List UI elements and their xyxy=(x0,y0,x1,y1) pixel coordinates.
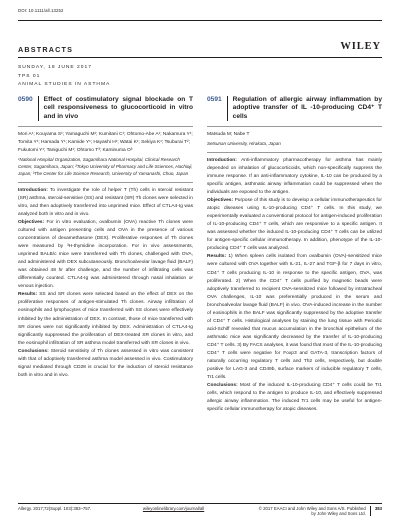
introduction-text: To investigate the role of helper T (Th) cells in steroid resistant (SR) asthma, steroid-sensitive (SS) and resistant (SR) Th clones were selected in vitro, and then adoptively transferred into unprimed mice. Effect of CTLA4-Ig was analyzed both in vitro and in vivo. xyxy=(18,187,193,217)
introduction xyxy=(207,157,382,197)
abstract-number: 0590 xyxy=(18,96,33,103)
conclusions-label: Conclusions: xyxy=(207,383,238,389)
abstract-number: 0591 xyxy=(207,96,222,103)
objectives-label: Objectives: xyxy=(207,198,234,204)
section-rule xyxy=(18,57,382,58)
conclusions-label: Conclusions: xyxy=(18,348,49,354)
results-label: Results: xyxy=(18,292,38,298)
doi: DOI: 10.1111/all.13252 xyxy=(18,8,64,13)
copyright: © 2017 EAACI and John Wiley and Sons A/S. Published by John Wiley and Sons Ltd. xyxy=(258,506,366,516)
results xyxy=(18,291,193,347)
footer xyxy=(18,506,382,516)
footer-rule xyxy=(18,503,382,504)
results xyxy=(207,253,382,382)
publisher-logo: WILEY xyxy=(340,41,381,52)
divider xyxy=(207,126,382,127)
abstract-heading xyxy=(18,96,193,124)
header-rule xyxy=(18,20,382,21)
objectives xyxy=(18,219,193,291)
introduction-label: Introduction: xyxy=(207,157,237,163)
abstract-title: Regulation of allergic airway inflammation by adoptive transfer of IL -10-producing CD4⁺ T cells xyxy=(227,96,382,121)
abstract-0590 xyxy=(18,96,193,380)
citation: Allergy. 2017;72(Suppl. 103):383–757. xyxy=(18,506,92,511)
conclusions-text: Most of the induced IL-10-producing CD4⁺ T cells could be Tr1 cells, which respond to the antigen to produce IL-10, and effectively suppressed allergic airway inflammation. The induced Tr1 cells may be useful for antigen-specific cellular immunotherapy for atopic diseases. xyxy=(207,383,382,413)
results-label: Results: xyxy=(207,254,227,260)
abstract-title: Effect of costimulatory signal blockade on T cell responsiveness to glucocorticoid in vitro and in vivo xyxy=(38,96,193,121)
conclusions-text: Steroid sensitivity of Th clones assessed in vitro was consistent with that of adoptively transferred asthma model assessed in vivo. Costimulatory signal mediated through CD28 is crucial for the induction of steroid resistance both in vitro and in vivo. xyxy=(18,348,193,378)
session-title: ANIMAL STUDIES IN ASTHMA xyxy=(18,82,111,87)
divider xyxy=(18,182,193,183)
results-text: 1) When spleen cells isolated from ovalbumin (OVA)-sensitized mice were cultured with OVA together with IL-21, IL-27 and TGF-β for 7 days in vitro, CD4⁺ T cells producing IL-10 in response to the specific antigen, OVA, was proliferated. 2) When the CD4⁺ T cells purified by magnetic beads were adoptively transferred to recipient OVA-sensitized mice followed by intratracheal OVA challenges, IL-10 was preferentially produced in the serum and bronchoalveolar lavage fluid (BALF) in vivo. OVA-induced increase in the number of eosinophils in the BALF was significantly suppressed by the adoptive transfer of CD4⁺ T cells. Histological analyses by staining the lung tissue with Periodic acid-Schiff revealed that mucus accumulation in the bronchial epithelium of the asthmatic mice was significantly decreased by the transfer of IL-10-producing CD4⁺ T cells. 3) By FACS analyses, it was found that most of the IL-10-producing CD4⁺ T cells were negative for Foxp3 and GATA-3, transcription factors of naturally occurring regulatory T cells and Th2 cells, respectively, but double positive for LAG-3 and CD49b, surface markers of inducible regulatory T cells, Tr1 cells. xyxy=(207,254,382,381)
introduction xyxy=(18,187,193,219)
divider xyxy=(18,126,193,127)
introduction-text: Anti-inflammatory pharmacotherapy for asthma has mainly depended on inhalation of glucocorticoids, which non-specifically suppress the immune response. If an anti-inflammatory cytokine, IL-10 can be produced by a specific antigen, asthmatic airway inflammation could be suppressed when the individuals are exposed to the antigen. xyxy=(207,157,382,196)
conclusions xyxy=(18,348,193,380)
authors: Mori A¹; Kouyama S¹; Yamaguchi M¹; Kumitani C¹; Ohtomo-Abe A¹; Nakamura Y¹; Tomita Y¹; Hamada Y¹; Kamide Y¹; Hayashi H¹; Watai K¹; Sekiya K¹; Tsuburai T²; Fukutomi Y¹; Taniguchi M¹; Ohtomo T³; Kaminuma O³ xyxy=(18,131,193,153)
affiliations: ¹National Hospital Organization, Sagamihara National Hospital, Clinical Research Center, Sagamihara, Japan; ²Tokyo University of Pharmacy and Life Sciences, Hachioji, Japan; ³The Center for Life Science Research, University of Yamanashi, Chuo, Japan xyxy=(18,157,193,176)
abstract-0591 xyxy=(207,96,382,414)
footer-right xyxy=(256,506,382,516)
session-info xyxy=(18,64,110,90)
conclusions xyxy=(207,382,382,414)
introduction-label: Introduction: xyxy=(18,187,48,193)
section-heading: ABSTRACTS xyxy=(18,45,74,54)
objectives-text: For in vitro evaluation, ovalbumin (OVA) reactive Th clones were cultured with antigen presenting cells and OVA in the presence of various concentrations of dexamethasone (DEX). Proliferative responses of Th clones were measured by ³H-thymidine incorporation. For in vivo assessments, unprimed BALB/c mice were transferred with Th clones, challenged with OVA, and administered with DEX subcutaneously. Bronchoalveolar lavage fluid (BALF) was obtained 48 hr after challenge, and the number of infiltrating cells was differentially counted. CTLA4-Ig was administered through nasal inhalation or venous injection. xyxy=(18,219,193,290)
affiliations: Setsunan University, Hirakata, Japan xyxy=(207,140,281,146)
session-date: SUNDAY, 18 JUNE 2017 xyxy=(18,65,92,70)
abstract-heading xyxy=(207,96,382,124)
objectives-label: Objectives: xyxy=(18,219,45,225)
divider xyxy=(207,152,382,153)
page-number: 383 xyxy=(370,506,382,516)
results-text: SS and SR clones were selected based on the effect of DEX on the proliferative responses of antigen-stimulated Th clones. Airway infiltration of eosinophils and lymphocytes of mice transferred with SS clones were effectively inhibited by the administration of DEX. In contrast, those of mice transferred with SR clones were not significantly inhibited by DEX. Administration of CTLA4-Ig significantly suppressed the proliferation of DEX-treated SR clones in vitro, and the eosinophil infiltration of SR asthma model transferred with SR clones in vivo. xyxy=(18,292,193,346)
authors: Matsuda M; Nabe T xyxy=(207,131,250,137)
objectives-text: Purpose of this study is to develop a cellular immunotherapeutics for atopic diseases using IL-10-producing CD4⁺ T cells. In this study, we experimentally evaluated a conventional protocol for antigen-induced proliferation of IL-10-producing CD4⁺ T cells, which are responsive to a specific antigen. It was assessed whether the induced IL-10-producing CD4⁺ T cells can be utilized for antigen-specific cellular immunotherapy. In addition, phenotype of the IL-10-producing CD4⁺ T cells was analyzed. xyxy=(207,198,382,252)
objectives xyxy=(207,197,382,253)
session-code: TPS 01 xyxy=(18,73,41,79)
journal-link[interactable]: wileyonlinelibrary.com/journal/all xyxy=(142,506,205,511)
